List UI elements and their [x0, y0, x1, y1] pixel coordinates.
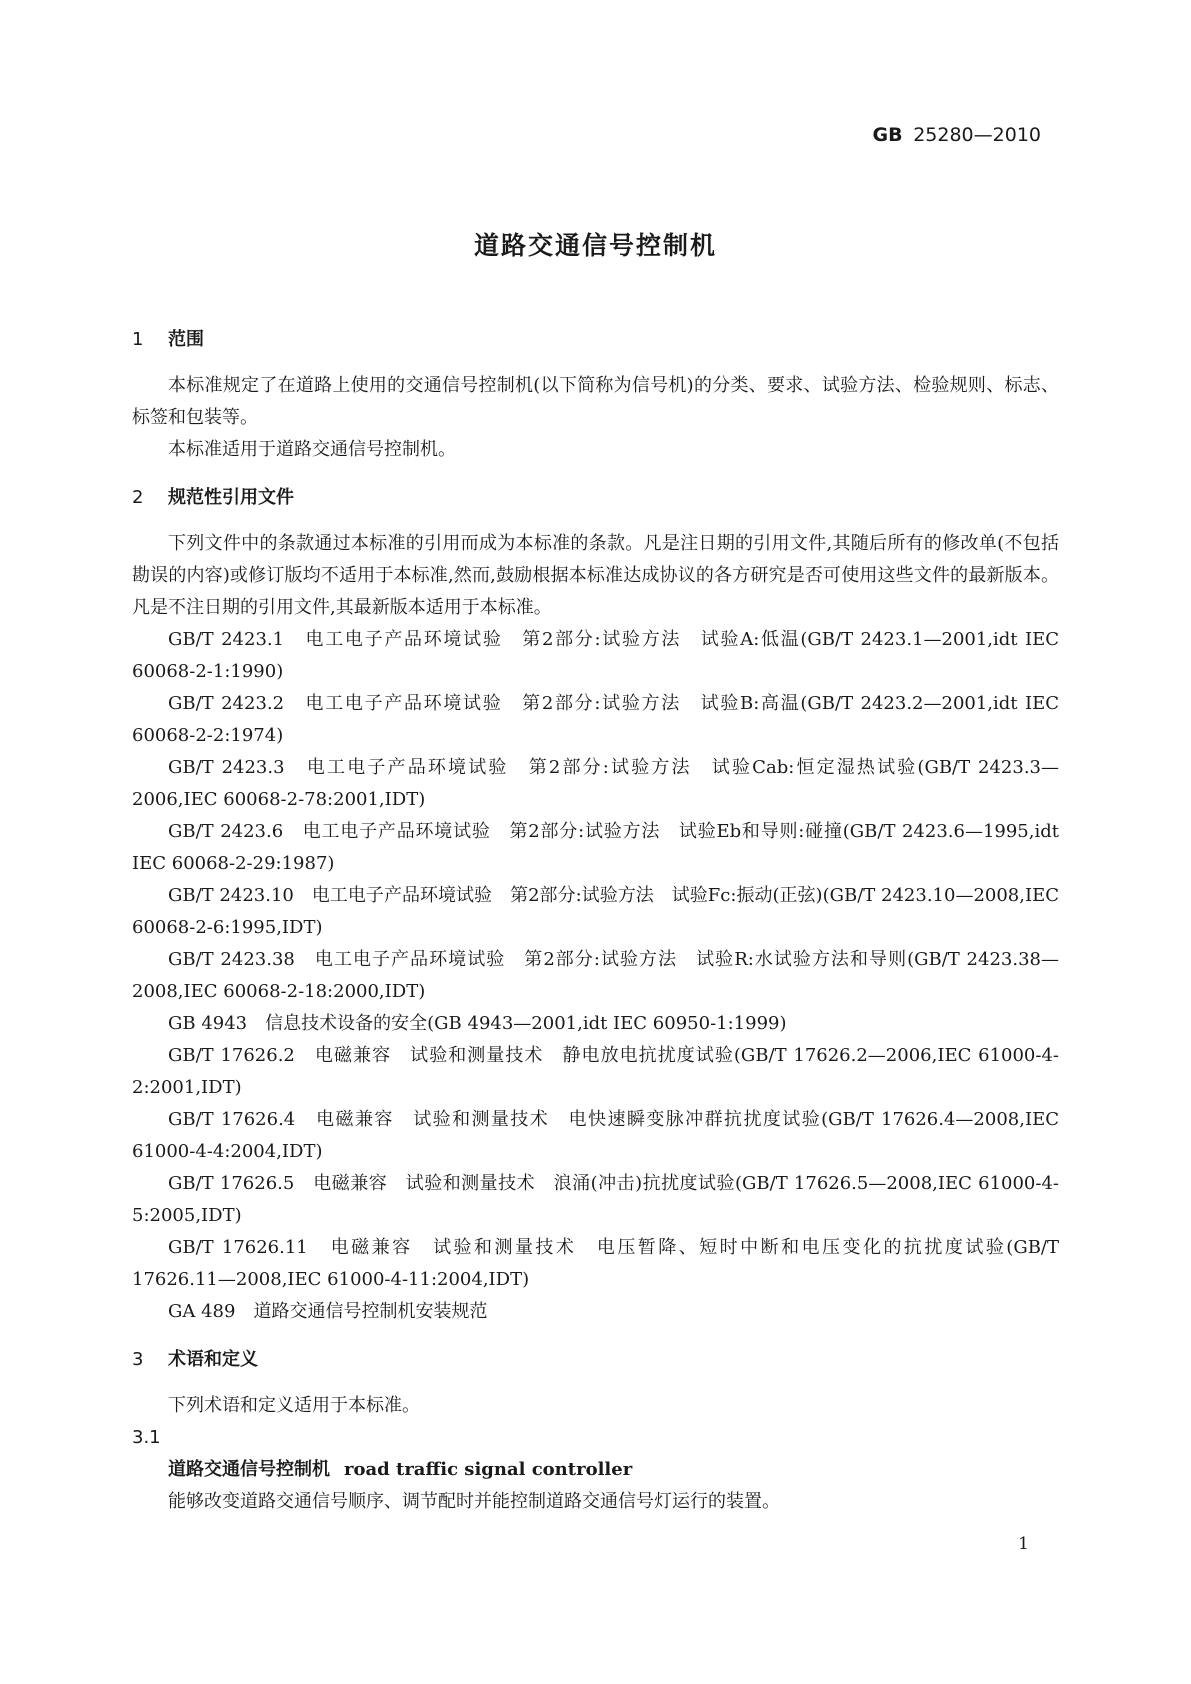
term-definition: 能够改变道路交通信号顺序、调节配时并能控制道路交通信号灯运行的装置。: [168, 1491, 780, 1512]
standard-code: [873, 124, 1042, 146]
terms-intro: 下列术语和定义适用于本标准。: [168, 1395, 420, 1416]
page-number: 1: [1018, 1534, 1029, 1554]
reference-item: GB 4943 信息技术设备的安全(GB 4943—2001,idt IEC 60950-1:1999): [168, 1013, 787, 1034]
scope-paragraph: 本标准规定了在道路上使用的交通信号控制机(以下简称为信号机)的分类、要求、试验方法、检验规则、标志、标签和包装等。: [132, 375, 1059, 428]
section-number: 2: [132, 487, 144, 508]
document-body: [132, 328, 1059, 1518]
scope-paragraph: 本标准适用于道路交通信号控制机。: [168, 439, 456, 460]
section-title: 术语和定义: [168, 1349, 258, 1370]
reference-item: GB/T 2423.2 电工电子产品环境试验 第2部分:试验方法 试验B:高温(GB/T 2423.2—2001,idt IEC 60068-2-2:1974): [132, 693, 1059, 746]
standard-prefix: GB: [872, 124, 903, 146]
reference-item: GB/T 2423.10 电工电子产品环境试验 第2部分:试验方法 试验Fc:振动(正弦)(GB/T 2423.10—2008,IEC 60068-2-6:1995,IDT): [132, 885, 1059, 938]
section-number: 3: [132, 1349, 144, 1370]
reference-item: GB/T 2423.3 电工电子产品环境试验 第2部分:试验方法 试验Cab:恒定湿热试验(GB/T 2423.3—2006,IEC 60068-2-78:2001,IDT): [132, 757, 1059, 810]
section-number: 1: [132, 329, 144, 350]
references-intro: 下列文件中的条款通过本标准的引用而成为本标准的条款。凡是注日期的引用文件,其随后所有的修改单(不包括勘误的内容)或修订版均不适用于本标准,然而,鼓励根据本标准达成协议的各方研究是否可使用这些文件的最新版本。凡是不注日期的引用文件,其最新版本适用于本标准。: [132, 533, 1059, 618]
section-2-heading: [132, 486, 1059, 510]
reference-item: GB/T 17626.11 电磁兼容 试验和测量技术 电压暂降、短时中断和电压变化的抗扰度试验(GB/T 17626.11—2008,IEC 61000-4-11:2004,IDT): [132, 1237, 1059, 1290]
section-title: 规范性引用文件: [168, 487, 294, 508]
standard-number: 25280—2010: [913, 124, 1041, 146]
reference-item: GB/T 17626.2 电磁兼容 试验和测量技术 静电放电抗扰度试验(GB/T 17626.2—2006,IEC 61000-4-2:2001,IDT): [132, 1045, 1059, 1098]
section-title: 范围: [168, 329, 204, 350]
document-title: 道路交通信号控制机: [473, 231, 717, 260]
reference-item: GB/T 2423.1 电工电子产品环境试验 第2部分:试验方法 试验A:低温(GB/T 2423.1—2001,idt IEC 60068-2-1:1990): [132, 629, 1059, 682]
reference-item: GB/T 2423.6 电工电子产品环境试验 第2部分:试验方法 试验Eb和导则:碰撞(GB/T 2423.6—1995,idt IEC 60068-2-29:1987): [132, 821, 1059, 874]
subclause-number: 3.1: [132, 1427, 161, 1448]
section-1-heading: [132, 328, 1059, 352]
term-english: road traffic signal controller: [344, 1459, 633, 1480]
section-3-heading: [132, 1348, 1059, 1372]
reference-item: GB/T 17626.5 电磁兼容 试验和测量技术 浪涌(冲击)抗扰度试验(GB/T 17626.5—2008,IEC 61000-4-5:2005,IDT): [132, 1173, 1059, 1226]
reference-item: GB/T 2423.38 电工电子产品环境试验 第2部分:试验方法 试验R:水试验方法和导则(GB/T 2423.38—2008,IEC 60068-2-18:2000,IDT): [132, 949, 1059, 1002]
reference-item: GB/T 17626.4 电磁兼容 试验和测量技术 电快速瞬变脉冲群抗扰度试验(GB/T 17626.4—2008,IEC 61000-4-4:2004,IDT): [132, 1109, 1059, 1162]
term-chinese: 道路交通信号控制机: [168, 1459, 330, 1480]
term-entry: [132, 1454, 1059, 1486]
reference-item: GA 489 道路交通信号控制机安装规范: [168, 1301, 488, 1322]
